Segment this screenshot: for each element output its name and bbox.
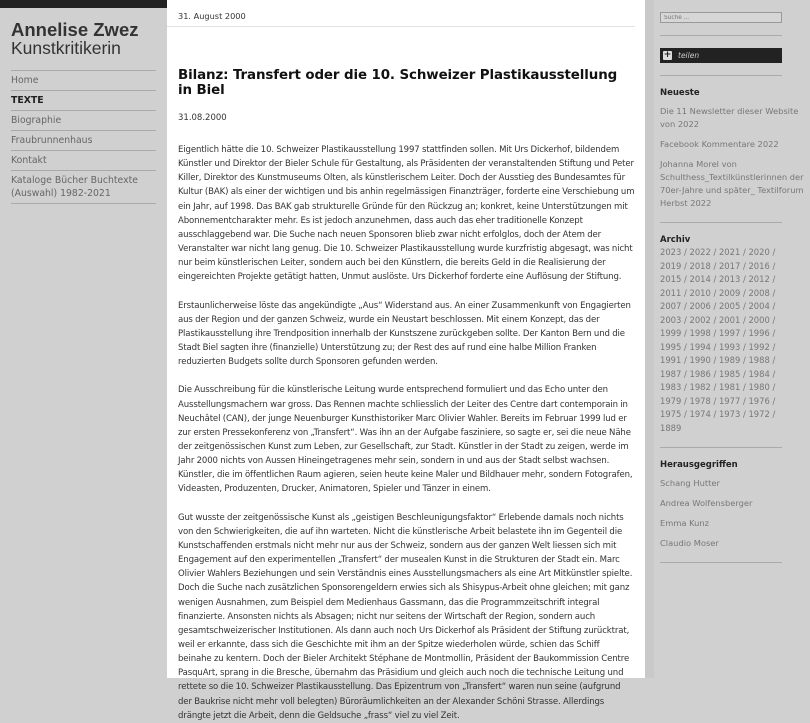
- archive-separator: /: [769, 409, 776, 419]
- plus-icon: +: [663, 50, 672, 60]
- share-button[interactable]: [660, 48, 782, 63]
- archive-separator: /: [740, 341, 749, 352]
- nav-item-home[interactable]: Home: [11, 71, 156, 91]
- nav-item-texte[interactable]: TEXTE: [11, 91, 156, 111]
- pick-item[interactable]: Emma Kunz: [660, 518, 710, 528]
- archive-separator: /: [681, 287, 690, 298]
- archive-year-link[interactable]: 2014: [689, 274, 711, 284]
- divider: [660, 222, 782, 223]
- pick-item[interactable]: Claudio Moser: [660, 538, 719, 548]
- latest-list: [660, 105, 804, 210]
- nav-item-biographie[interactable]: Biographie: [11, 111, 156, 131]
- left-sidebar: [0, 0, 167, 678]
- archive-separator: /: [740, 260, 749, 271]
- archive-separator: /: [710, 409, 719, 419]
- archive-year-link[interactable]: 2021: [718, 247, 741, 257]
- archive-year-link[interactable]: 2011: [660, 287, 682, 298]
- article-title: Bilanz: Transfert oder die 10. Schweizer Plastikausstellung in Biel: [178, 68, 618, 98]
- divider: [660, 75, 782, 76]
- archive-separator: /: [740, 314, 749, 325]
- archive-separator: /: [769, 287, 776, 298]
- archive-year-link[interactable]: 2022: [689, 247, 711, 257]
- nav-item-kontakt[interactable]: Kontakt: [11, 151, 156, 171]
- archive-separator: /: [740, 274, 749, 284]
- archive-separator: /: [740, 395, 749, 406]
- archive-separator: /: [740, 328, 749, 338]
- archive-year-link[interactable]: 1995: [660, 341, 682, 352]
- archive-year-link[interactable]: 2001: [718, 314, 741, 325]
- archive-year-link[interactable]: 2007: [660, 301, 682, 311]
- archive-year-link[interactable]: 1998: [689, 328, 711, 338]
- archive-year-link[interactable]: 1972: [748, 409, 770, 419]
- archive-separator: /: [769, 355, 776, 365]
- archive-year-link[interactable]: 1990: [689, 355, 711, 365]
- archive-separator: /: [740, 409, 749, 419]
- archive-separator: /: [740, 355, 749, 365]
- pick-item[interactable]: Schang Hutter: [660, 478, 720, 488]
- archive-separator: /: [681, 328, 690, 338]
- article-paragraph: Eigentlich hätte die 10. Schweizer Plastikausstellung 1997 stattfinden sollen. Mit Urs Dickerhof, bildendem Künstler und Direktor der Bieler Schule für Gestaltung, als Präsidenten der veranstaltenden Stiftung und Peter Killer, Direktor des Kunstmuseums Olten, als künstlerischem Leiter. Doch der Ausstieg des Bundesamtes für Kultur (BAK) als einer der wichtigen und bis anhin regelmässigen Finanzträger, forderte eine Verschiebung um ein Jahr, auf 1998. Das BAK gab strukturelle Gründe für den Rückzug an; konkret, keine Unterstützungen mit Abonnementcharakter mehr. Es ist jedoch anzunehmen, dass auch das eher traditionelle Konzept ausschlaggebend war. Die Suche nach neuen Sponsoren blieb zwar nicht erfolglos, doch der Atem der Veranstalter war nicht lang genug. Die 10. Schweizer Plastikausstellung wurde kurzfristig abgesagt, was nicht nur beim künstlerischen Leiter, sondern auch bei den Künstlern, die bereits Geld in die Realisierung der eingereichten Projekte getätigt hatten, Unmut auslöste. Urs Dickerhof forderte eine Auflösung der Stiftung.: [178, 145, 635, 283]
- archive-year-link[interactable]: 1994: [689, 341, 711, 352]
- archive-separator: /: [710, 382, 719, 392]
- archive-year-link[interactable]: 2009: [718, 287, 741, 298]
- archive-year-link[interactable]: 2000: [748, 314, 770, 325]
- nav-item-kataloge[interactable]: Kataloge Bücher Buchtexte (Auswahl) 1982-2021: [11, 171, 156, 204]
- latest-item[interactable]: Die 11 Newsletter dieser Website von 2022: [660, 106, 799, 129]
- archive-separator: /: [710, 314, 719, 325]
- archive-year-link[interactable]: 1988: [748, 355, 770, 365]
- main-nav: [11, 70, 156, 204]
- archive-separator: /: [681, 395, 690, 406]
- divider: [660, 447, 782, 448]
- archive-year-link[interactable]: 1980: [748, 382, 770, 392]
- archive-separator: /: [681, 260, 690, 271]
- archive-separator: /: [740, 368, 749, 379]
- article-paragraph: Gut wusste der zeitgenössische Kunst als „geistigen Beschleunigungsfaktor“ Erlebende damals noch nichts von den Schwierigkeiten, die auf ihn warteten. Nicht die künstlerische Arbeit belastete ihn im Gegenteil die Kunstschaffenden erstmals nicht mehr nur aus der Schweiz, sondern aus der ganzen Welt liessen sich mit Engagement auf den experimentellen „Transfert“ der musealen Kunst in die Strukturen der Stadt ein. Marc Olivier Wahlers Beziehungen und sein Verständnis eines Ausstellungsmachers als eine Art Mitkünstler spielte. Doch die Suche nach zusätzlichen Sponsorengeldern erwies sich als Shisypus-Arbeit ohne gleichen; mit ganz wenigen Ausnahmen, zum Beispiel dem Medienhaus Gassmann, das die Programmzeitschrift integral finanzierte. Ansonsten nichts als Absagen; nicht nur seitens der Wirtschaft der Region, sondern auch gesamtschweizerischer Institutionen. Als dann auch noch Urs Dickerhof als Präsident der Stiftung zurücktrat, weil er erkannte, dass sich die Geschichte mit ihm an der Spitze wiederholen würde, schien das Schiff beinahe zu kentern. Doch der Bieler Architekt Stéphane de Montmollin, Präsident der Baukommission Centre PasquArt, sprang in die Bresche, übernahm das Präsidium und gleich auch noch die technische Leitung und rettete so die 10. Schweizer Plastikausstellung. Das Epizentrum von „Transfert“ waren nun seine (aufgrund der Baukrise nicht mehr voll belegten) Büroräumlichkeiten an der Alexander Schöni Strasse. Allerdings drängte jetzt die Arbeit, denn die Geldsuche „frass“ viel zu viel Zeit.: [178, 512, 633, 721]
- archive-separator: /: [740, 287, 749, 298]
- archive-separator: /: [769, 314, 776, 325]
- archive-separator: /: [710, 287, 719, 298]
- archive-separator: /: [710, 341, 719, 352]
- archive-year-link[interactable]: 2020: [748, 247, 770, 257]
- site-subtitle: Kunstkritikerin: [11, 38, 121, 58]
- archive-separator: /: [769, 301, 776, 311]
- archive-year-link[interactable]: 1977: [718, 395, 741, 406]
- archive-year-link[interactable]: 2006: [689, 301, 711, 311]
- pick-item[interactable]: Andrea Wolfensberger: [660, 498, 753, 508]
- latest-item[interactable]: Facebook Kommentare 2022: [660, 139, 779, 149]
- archive-separator: /: [710, 328, 719, 338]
- archive-year-link[interactable]: 2018: [689, 260, 711, 271]
- archive-separator: /: [681, 314, 690, 325]
- archive-year-link[interactable]: 1976: [748, 395, 770, 406]
- archive-year-link[interactable]: 1979: [660, 395, 682, 406]
- right-sidebar: [645, 0, 804, 678]
- archive-year-link[interactable]: 1987: [660, 368, 682, 379]
- archive-separator: /: [769, 328, 776, 338]
- picks-list: [660, 477, 791, 550]
- archive-separator: /: [769, 382, 776, 392]
- archive-year-link[interactable]: 1973: [718, 409, 741, 419]
- archive-year-link[interactable]: 1986: [689, 368, 711, 379]
- latest-item[interactable]: Johanna Morel von Schulthess_Textilkünstlerinnen der 70er-Jahre und später_ Textilforum Herbst 2022: [660, 159, 804, 208]
- archive-separator: /: [681, 274, 690, 284]
- archive-separator: /: [681, 247, 690, 257]
- archive-year-link[interactable]: 2017: [718, 260, 741, 271]
- top-bar: [0, 0, 167, 8]
- archive-year-link[interactable]: 1975: [660, 409, 682, 419]
- archive-year-link[interactable]: 2005: [718, 301, 741, 311]
- archive-year-link[interactable]: 2015: [660, 274, 682, 284]
- archive-year-link[interactable]: 1989: [718, 355, 741, 365]
- site-name[interactable]: Annelise Zwez: [11, 19, 139, 40]
- archive-separator: /: [710, 247, 719, 257]
- archive-year-link[interactable]: 1999: [660, 328, 682, 338]
- archive-separator: /: [769, 274, 776, 284]
- archive-separator: /: [710, 260, 719, 271]
- archive-separator: /: [769, 260, 776, 271]
- archive-separator: /: [681, 382, 690, 392]
- site-brand[interactable]: [0, 8, 167, 58]
- archive-years: [660, 246, 790, 435]
- archive-heading: Archiv: [660, 235, 691, 245]
- archive-year-link[interactable]: 2019: [660, 260, 682, 271]
- archive-year-link[interactable]: 2013: [718, 274, 741, 284]
- archive-year-link[interactable]: 1992: [748, 341, 770, 352]
- archive-year-link[interactable]: 1981: [718, 382, 741, 392]
- archive-separator: /: [681, 355, 690, 365]
- archive-separator: /: [681, 301, 690, 311]
- archive-year-link[interactable]: 2004: [748, 301, 770, 311]
- archive-year-link[interactable]: 2008: [748, 287, 770, 298]
- archive-year-link[interactable]: 1991: [660, 355, 682, 365]
- article-paragraph: Erstaunlicherweise löste das angekündigte „Aus“ Widerstand aus. An einer Zusammenkunft von Engagierten aus der Region und der ganzen Schweiz, wurde ein Neustart beschlossen. Mit einem Konzept, das der Plastikausstellung ihre Trendposition innerhalb der Kunstszene zurückgeben sollte. Der Kanton Bern und die Stadt Biel sagten ihre (finanzielle) Unterstützung zu; der Rest des auf rund eine halbe Million Franken reduzierten Budgets sollte durch Sponsoren gefunden werden.: [178, 300, 631, 368]
- archive-year-link[interactable]: 2016: [748, 260, 770, 271]
- divider: [660, 562, 782, 563]
- archive-year-link[interactable]: 1996: [748, 328, 770, 338]
- archive-separator: /: [710, 368, 719, 379]
- nav-item-fraubrunnenhaus[interactable]: Fraubrunnenhaus: [11, 131, 156, 151]
- archive-year-link[interactable]: 1978: [689, 395, 711, 406]
- archive-separator: /: [681, 368, 690, 379]
- archive-year-link[interactable]: 1993: [718, 341, 741, 352]
- archive-separator: /: [769, 368, 776, 379]
- archive-year-link[interactable]: 1997: [718, 328, 741, 338]
- archive-year-link[interactable]: 2010: [689, 287, 711, 298]
- article-date: 31.08.2000: [178, 113, 227, 123]
- latest-heading: Neueste: [660, 88, 700, 98]
- archive-separator: /: [769, 247, 776, 257]
- archive-separator: /: [710, 301, 719, 311]
- share-label: teilen: [678, 51, 700, 60]
- archive-separator: /: [681, 409, 690, 419]
- divider: [660, 35, 782, 36]
- archive-separator: /: [710, 274, 719, 284]
- archive-separator: /: [769, 395, 776, 406]
- archive-year-link[interactable]: 2012: [748, 274, 770, 284]
- archive-year-link[interactable]: 1984: [748, 368, 770, 379]
- dateline: 31. August 2000: [167, 0, 635, 27]
- archive-separator: /: [710, 355, 719, 365]
- archive-separator: /: [681, 341, 690, 352]
- archive-year-link[interactable]: 2002: [689, 314, 711, 325]
- archive-year-link[interactable]: 1983: [660, 382, 682, 392]
- article-paragraph: Die Ausschreibung für die künstlerische Leitung wurde entsprechend formuliert und das Echo unter den Ausstellungsmachern war gross. Das Rennen machte schliesslich der Leiter des Centre dart contemporain in Neuchâtel (CAN), der junge Neuenburger Kunsthistoriker Marc Olivier Wahler. Bereits im Februar 1999 lud er zur ersten Pressekonferenz von „Transfert“. Was ihn an der Aufgabe fasziniere, so sagte er, sei die neue Nähe der zeitgenössischen Kunst zum Leben, zur Gesellschaft, zur Stadt. Künstler in der Stadt zu zeigen, werde im Jahr 2000 nichts von Aussen Hineingetragenes mehr sein, sondern in und aus der Stadt selbst wachsen. Künstler, die im öffentlichen Raum agieren, seien heute keine Maler und Bildhauer mehr, sondern Fotografen, Videasten, Produzenten, Drucker, Animatoren, Spieler und Tänzer in einem.: [178, 385, 633, 495]
- picks-heading: Herausgegriffen: [660, 460, 738, 470]
- archive-separator: /: [740, 247, 749, 257]
- archive-separator: /: [710, 395, 719, 406]
- archive-year-link[interactable]: 1985: [718, 368, 741, 379]
- archive-year-link[interactable]: 2023: [660, 247, 682, 257]
- search-input[interactable]: [660, 12, 782, 23]
- archive-year-link[interactable]: 1982: [689, 382, 711, 392]
- main-content: [167, 0, 645, 721]
- archive-separator: /: [740, 301, 749, 311]
- article-body: [178, 143, 635, 723]
- archive-year-link[interactable]: 1974: [689, 409, 711, 419]
- archive-year-link[interactable]: 2003: [660, 314, 682, 325]
- archive-separator: /: [769, 341, 776, 352]
- archive-year-link[interactable]: 1889: [660, 422, 682, 433]
- archive-separator: /: [740, 382, 749, 392]
